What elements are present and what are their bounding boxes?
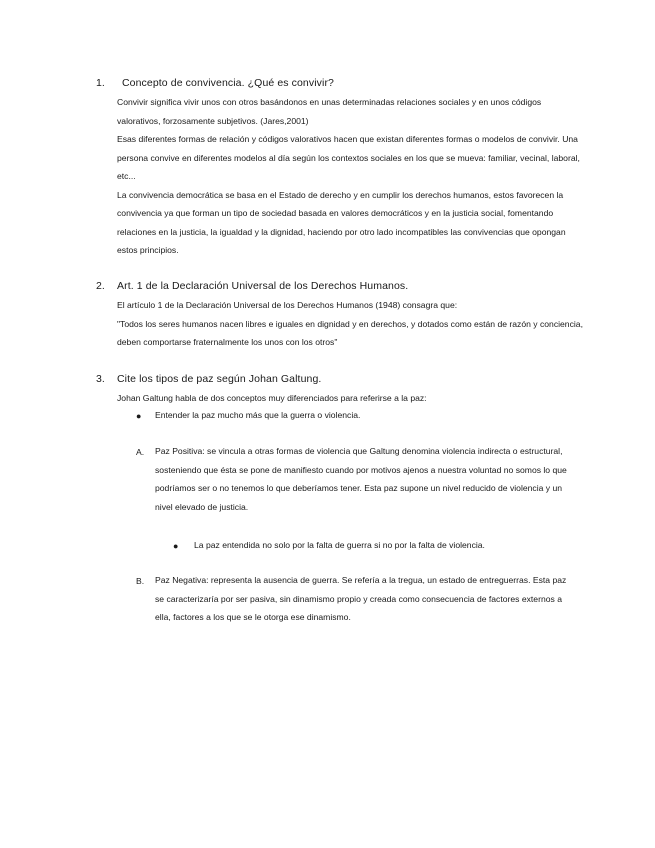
section-1-number: 1.	[96, 77, 105, 89]
section-1-paragraph: La convivencia democrática se basa en el Estado de derecho y en cumplir los derechos humanos, estos favorecen la convivencia ya que forman un tipo de sociedad basada en valores democráticos y en la justicia social, fomentando relaciones en la justicia, la igualdad y la dignidad, haciendo por otro lado incompatibles las convivencias que opongan estos principios.	[117, 189, 566, 255]
section-1-heading: Concepto de convivencia. ¿Qué es convivir?	[122, 77, 334, 89]
item-a-label: A.	[136, 447, 145, 457]
section-1-paragraph: Esas diferentes formas de relación y códigos valorativos hacen que existan diferentes formas o modelos de convivir. Una persona convive en diferentes modelos al día según los contextos sociales en los que se mueva: familiar, vecinal, laboral, etc...	[117, 134, 580, 181]
section-3-bullet: Entender la paz mucho más que la guerra o violencia.	[155, 410, 361, 420]
item-a-text: Paz Positiva: se vincula a otras formas de violencia que Galtung denomina violencia indirecta o estructural, sosteniendo que ésta se pone de manifiesto cuando por motivos ajenos a nuestra voluntad no somos lo que podríamos ser o no tenemos lo que deberíamos tener. Esta paz supone un nivel reducido de violencia y un nivel elevado de justicia.	[155, 446, 567, 512]
section-3-intro: Johan Galtung habla de dos conceptos muy diferenciados para referirse a la paz:	[117, 393, 427, 403]
bullet-icon: ●	[173, 541, 179, 551]
item-b-label: B.	[136, 576, 145, 586]
section-3-heading: Cite los tipos de paz según Johan Galtung.	[117, 373, 322, 385]
section-1-body	[117, 93, 587, 260]
section-1-paragraph: Convivir significa vivir unos con otros basándonos en unas determinadas relaciones sociales y en unos códigos valorativos, forzosamente subjetivos. (Jares,2001)	[117, 97, 542, 126]
item-b-text: Paz Negativa: representa la ausencia de guerra. Se refería a la tregua, un estado de entreguerras. Esta paz se caracterizaría por ser pasiva, sin dinamismo propio y creada como consecuencia de factores externos a ella, factores a los que se le otorga ese dinamismo.	[155, 575, 567, 622]
section-2-body	[117, 296, 587, 352]
section-2-heading: Art. 1 de la Declaración Universal de los Derechos Humanos.	[117, 280, 409, 292]
item-a-sub-bullet: La paz entendida no solo por la falta de guerra si no por la falta de violencia.	[194, 540, 485, 550]
section-3-number: 3.	[96, 373, 105, 385]
bullet-icon: ●	[136, 411, 142, 421]
section-2-number: 2.	[96, 280, 105, 292]
section-2-quote: "Todos los seres humanos nacen libres e iguales en dignidad y en derechos, y dotados como están de razón y conciencia, deben comportarse fraternalmente los unos con los otros"	[117, 318, 583, 347]
section-2-paragraph: El artículo 1 de la Declaración Universal de los Derechos Humanos (1948) consagra que:	[117, 300, 458, 310]
